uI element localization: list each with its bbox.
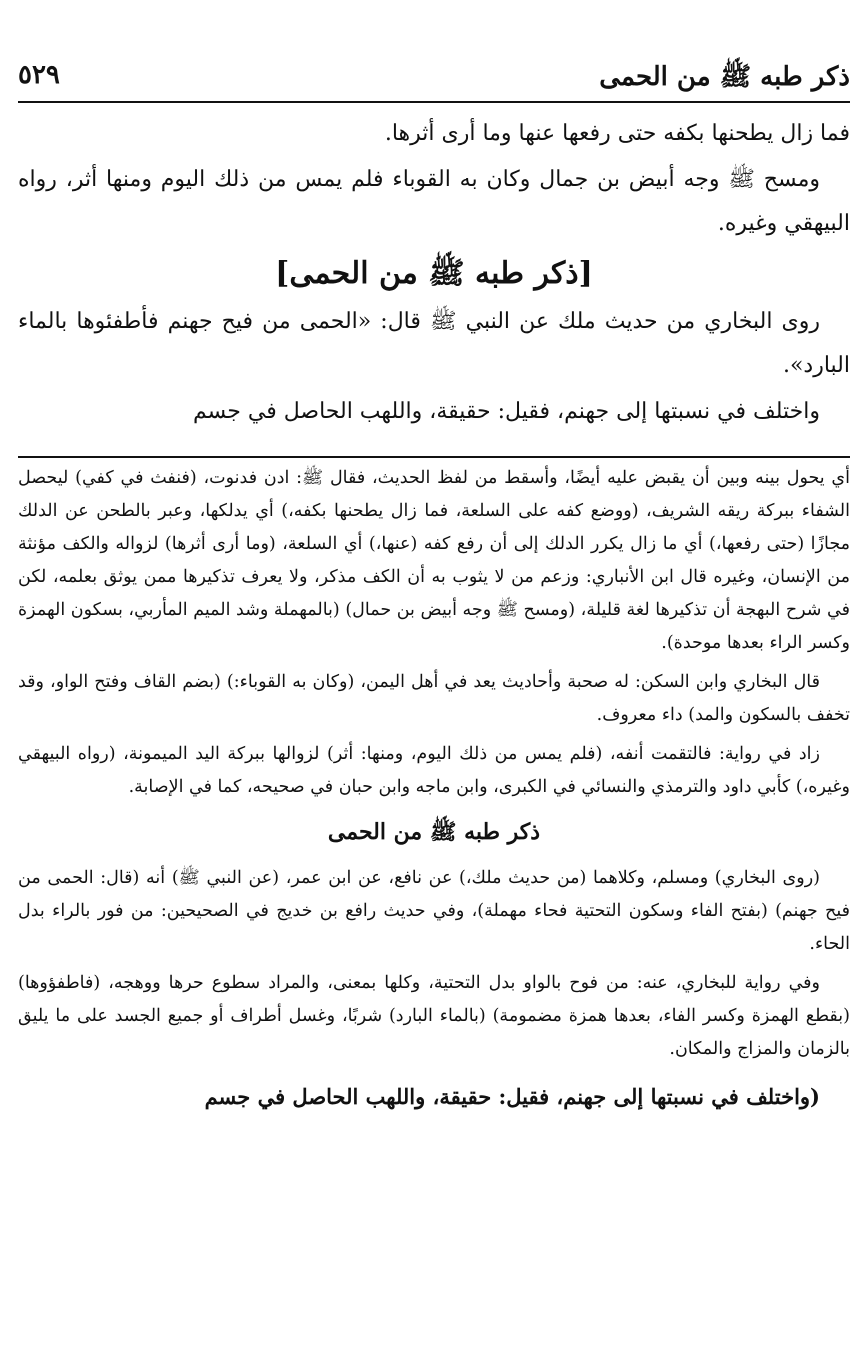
main-paragraph: فما زال يطحنها بكفه حتى رفعها عنها وما أرى أثرها. <box>384 121 850 146</box>
main-text <box>18 112 850 436</box>
running-title: ذكر طبه ﷺ من الحمى <box>599 62 850 92</box>
footnote-separator <box>18 456 850 458</box>
commentary-text <box>18 462 850 1119</box>
main-paragraph: واختلف في نسبتها إلى جهنم، فقيل: حقيقة، واللهب الحاصل في جسم <box>193 399 820 424</box>
book-page <box>18 0 850 1364</box>
header-rule <box>18 101 850 103</box>
page-header <box>18 56 850 98</box>
section-heading: [ذكر طبه ﷺ من الحمى] <box>275 256 593 291</box>
commentary-paragraph: قال البخاري وابن السكن: له صحبة وأحاديث يعد في أهل اليمن، (وكان به القوباء:) (بضم القاف وفتح الواو، وقد تخفف بالسكون والمد) داء معروف. <box>18 672 850 725</box>
page-number: ٥٢٩ <box>18 60 60 90</box>
commentary-paragraph: زاد في رواية: فالتقمت أنفه، (فلم يمس من ذلك اليوم، ومنها: أثر) لزوالها ببركة اليد الميمونة، (رواه البيهقي وغيره،) كأبي داود والترمذي والنسائي في الكبرى، وابن ماجه وابن حبان في صحيحه، كما في الإصابة. <box>18 744 850 797</box>
commentary-paragraph: وفي رواية للبخاري، عنه: من فوح بالواو بدل التحتية، وكلها بمعنى، والمراد سطوع حرها ووهجه، (فاطفؤوها) (بقطع الهمزة وكسر الفاء، بعدها همزة مضمومة) (بالماء البارد) شربًا، وغسل أطراف أو جميع الجسد على ما يليق بالزمان والمزاج والمكان. <box>18 973 850 1059</box>
commentary-paragraph: أي يحول بينه وبين أن يقبض عليه أيضًا، وأسقط من لفظ الحديث، فقال ﷺ: ادن فدنوت، (فنفث في كفي) ليحصل الشفاء ببركة ريقه الشريف، (ووضع كفه على السلعة، فما زال يطحنها بكفه،) أي يدلكها، وعبر بالطحن عن الدلك مجازًا (حتى رفعها،) أي ما زال يكرر الدلك إلى أن رفع كفه (عنها،) أي السلعة، (وما أرى أثرها) لزواله والكف مؤنثة من الإنسان، وغيره قال ابن الأنباري: وزعم من لا يثوب به أن الكف مذكر، ولا يعرف تذكيرها ممن يوثق بعلمه، لكن في شرح البهجة أن تذكيرها لغة قليلة، (ومسح ﷺ وجه أبيض بن حمال) (بالمهملة وشد الميم المأربي، بسكون الهمزة وكسر الراء بعدها موحدة). <box>18 468 850 653</box>
commentary-paragraph: (واختلف في نسبتها إلى جهنم، فقيل: حقيقة، واللهب الحاصل في جسم <box>204 1084 820 1109</box>
main-paragraph: ومسح ﷺ وجه أبيض بن جمال وكان به القوباء فلم يمس من ذلك اليوم ومنها أثر، رواه البيهقي وغيره. <box>18 167 850 236</box>
commentary-paragraph: (روى البخاري) ومسلم، وكلاهما (من حديث ملك،) عن نافع، عن ابن عمر، (عن النبي ﷺ) أنه (قال: الحمى من فيح جهنم) (بفتح الفاء وسكون التحتية فحاء مهملة)، وفي حديث رافع بن خديج في الصحيحين: من فور بالراء بدل الحاء. <box>18 868 850 954</box>
commentary-heading: ذكر طبه ﷺ من الحمى <box>327 819 541 845</box>
main-paragraph: روى البخاري من حديث ملك عن النبي ﷺ قال: «الحمى من فيح جهنم فأطفئوها بالماء البارد». <box>18 309 850 378</box>
